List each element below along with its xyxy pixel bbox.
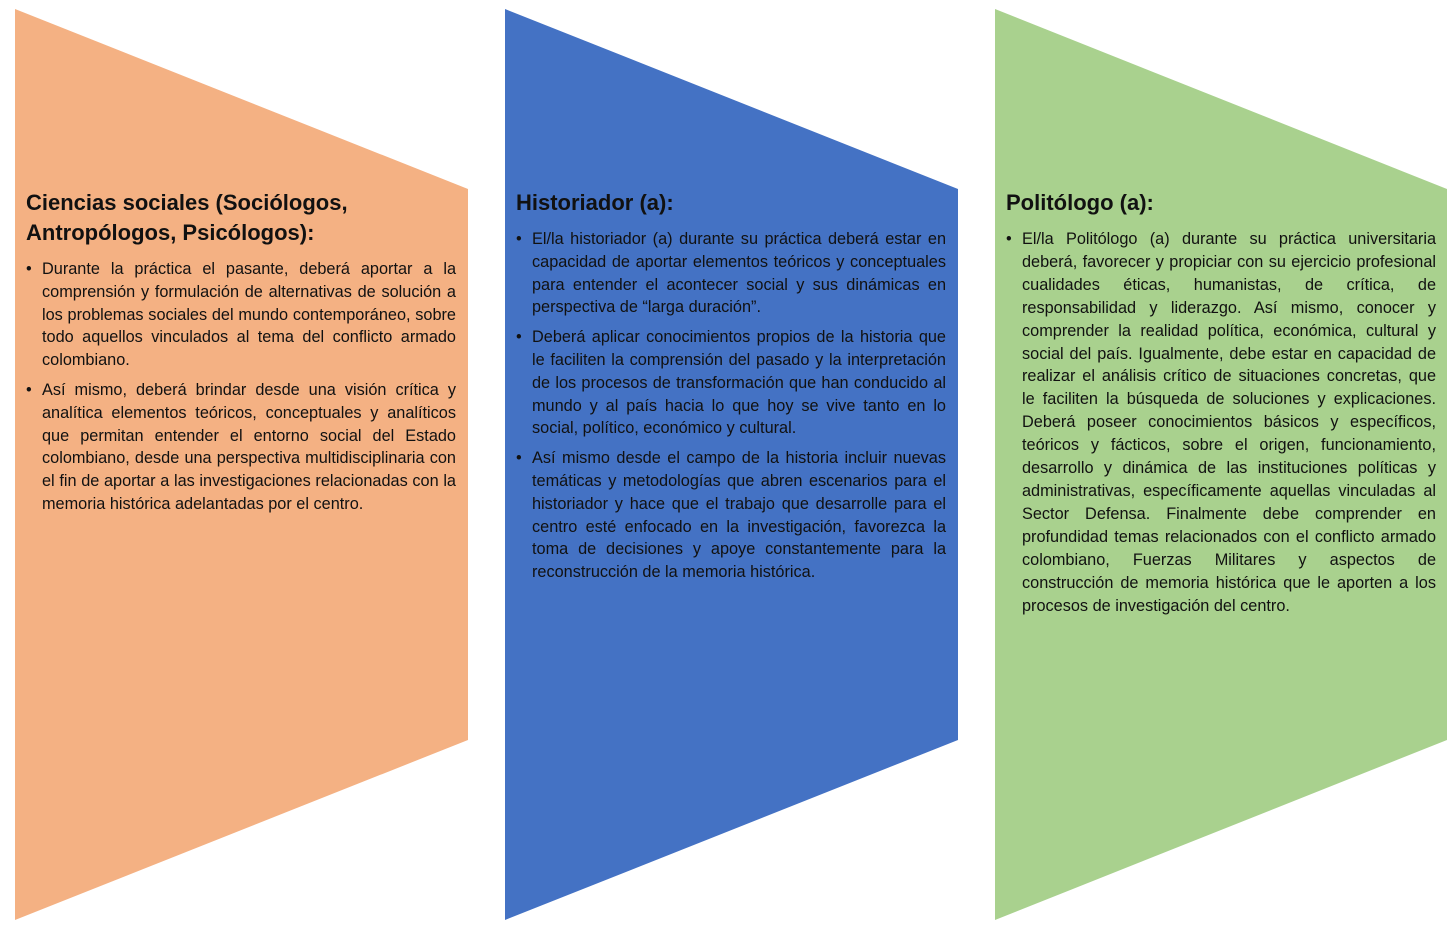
- panel-historiador: [516, 188, 946, 591]
- bullet-item: • Así mismo desde el campo de la historia incluir nuevas temáticas y metodologías que abren escenarios para el historiador y hace que el trabajo que desarrolle para el centro esté enfocado en la investigación, favorezca la toma de decisiones y apoye constantemente para la reconstrucción de la memoria histórica.: [516, 447, 946, 584]
- bullet-item: • El/la Politólogo (a) durante su práctica universitaria deberá, favorecer y propiciar con su ejercicio profesional cualidades éticas, humanistas, de crítica, de responsabilidad y liderazgo. Así mismo, conocer y comprender la realidad política, económica, cultural y social del país. Igualmente, debe estar en capacidad de realizar el análisis crítico de situaciones concretas, que le faciliten la búsqueda de soluciones y explicaciones. Deberá poseer conocimientos básicos y específicos, teóricos y fácticos, sobre el origen, funcionamiento, desarrollo y dinámica de las instituciones políticas y administrativas, específicamente aquellas vinculadas al Sector Defensa. Finalmente debe comprender en profundidad temas relacionados con el conflicto armado colombiano, Fuerzas Militares y aspectos de construcción de memoria histórica que le aporten a los procesos de investigación del centro.: [1006, 228, 1436, 617]
- bullet-item: • Así mismo, deberá brindar desde una visión crítica y analítica elementos teóricos, conceptuales y analíticos que permitan entender el entorno social del Estado colombiano, desde una perspectiva multidisciplinaria con el fin de aportar a las investigaciones relacionadas con la memoria histórica adelantadas por el centro.: [26, 379, 456, 516]
- bullet-item: • Deberá aplicar conocimientos propios de la historia que le faciliten la comprensión del pasado y la interpretación de los procesos de transformación que han conducido al mundo y al país hacia lo que hoy se vive tanto en lo social, político, económico y cultural.: [516, 326, 946, 440]
- bullet-item: • El/la historiador (a) durante su práctica deberá estar en capacidad de aportar elementos teóricos y conceptuales para entender el acontecer social y sus dinámicas en perspectiva de “larga duración”.: [516, 228, 946, 319]
- panel-bullet-list: [26, 258, 456, 516]
- panel-title: Politólogo (a):: [1006, 190, 1154, 215]
- panel-title: Historiador (a):: [516, 190, 674, 215]
- panel-bullet-list: [1006, 228, 1436, 617]
- bullet-item: • Durante la práctica el pasante, deberá aportar a la comprensión y formulación de alternativas de solución a los problemas sociales del mundo contemporáneo, sobre todo aquellos vinculados al tema del conflicto armado colombiano.: [26, 258, 456, 372]
- panel-politologo: [1006, 188, 1436, 624]
- panel-bullet-list: [516, 228, 946, 584]
- panel-title: Ciencias sociales (Sociólogos, Antropólogos, Psicólogos):: [26, 190, 348, 245]
- panel-ciencias-sociales: [26, 188, 456, 523]
